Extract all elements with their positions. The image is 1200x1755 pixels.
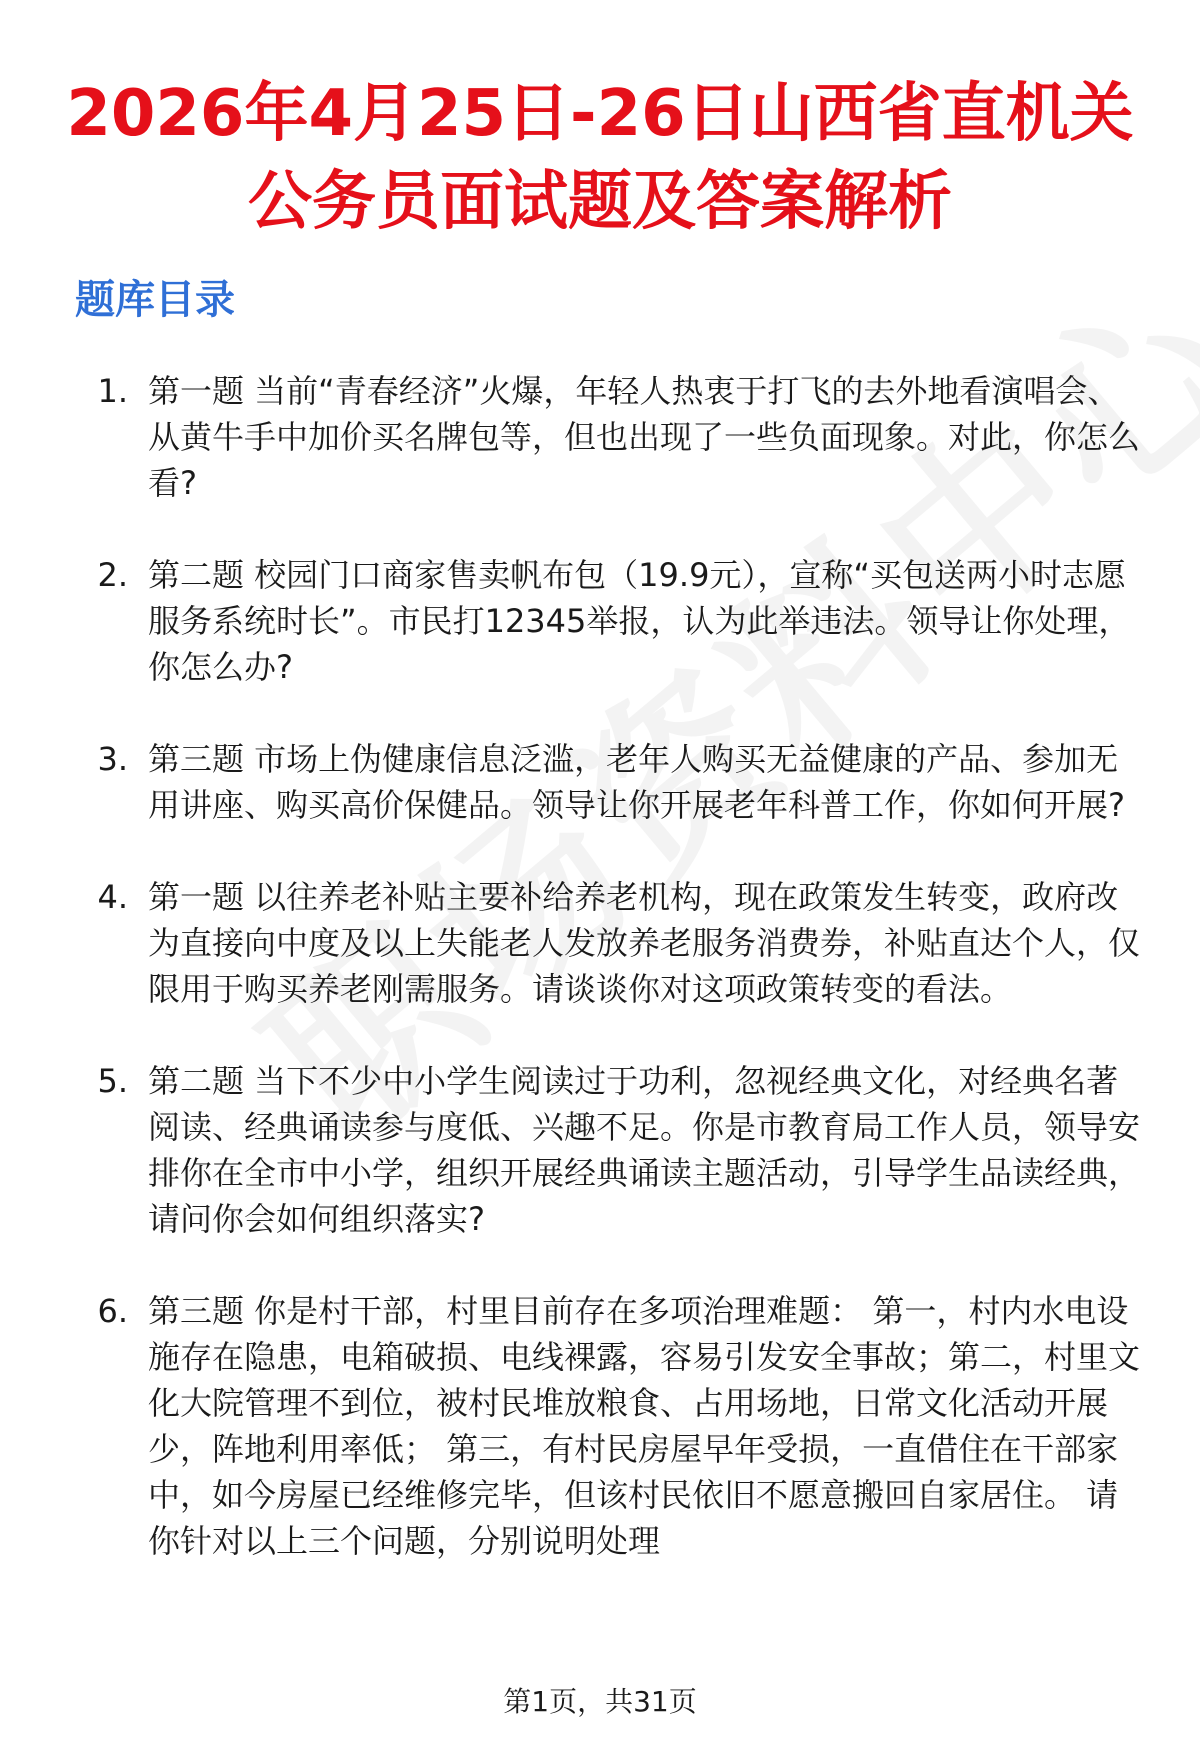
question-item	[60, 1288, 1150, 1564]
question-item	[60, 368, 1150, 506]
question-list	[60, 368, 1150, 1564]
page-footer: 第1页，共31页	[503, 1685, 697, 1718]
toc-heading: 题库目录	[75, 277, 235, 323]
question-text: 第三题 你是村干部，村里目前存在多项治理难题： 第一，村内水电设施存在隐患，电箱破损、电线裸露，容易引发安全事故；第二，村里文化大院管理不到位，被村民堆放粮食、占用场地，日常文化活动开展少，阵地利用率低； 第三，有村民房屋早年受损，一直借住在干部家中，如今房屋已经维修完毕，但该村民依旧不愿意搬回自家居住。 请你针对以上三个问题，分别说明处理	[148, 1292, 1141, 1560]
question-number: 2.	[97, 556, 128, 594]
question-item	[60, 874, 1150, 1012]
question-number: 6.	[97, 1292, 128, 1330]
question-number: 1.	[97, 372, 128, 410]
question-text: 第二题 当下不少中小学生阅读过于功利，忽视经典文化，对经典名著阅读、经典诵读参与度低、兴趣不足。你是市教育局工作人员，领导安排你在全市中小学，组织开展经典诵读主题活动，引导学生品读经典，请问你会如何组织落实?	[148, 1062, 1141, 1238]
question-item	[60, 552, 1150, 690]
question-text: 第三题 市场上伪健康信息泛滥，老年人购买无益健康的产品、参加无用讲座、购买高价保健品。领导让你开展老年科普工作，你如何开展?	[148, 740, 1125, 824]
question-item	[60, 736, 1150, 828]
question-number: 4.	[97, 878, 128, 916]
question-number: 5.	[97, 1062, 128, 1100]
question-text: 第二题 校园门口商家售卖帆布包（19.9元），宣称“买包送两小时志愿服务系统时长”。市民打12345举报，认为此举违法。领导让你处理，你怎么办?	[148, 556, 1131, 686]
question-item	[60, 1058, 1150, 1242]
question-text: 第一题 当前“青春经济”火爆，年轻人热衷于打飞的去外地看演唱会、从黄牛手中加价买名牌包等，但也出现了一些负面现象。对此，你怎么看?	[148, 372, 1141, 502]
document-title: 2026年4月25日-26日山西省直机关公务员面试题及答案解析	[66, 77, 1134, 239]
question-text: 第一题 以往养老补贴主要补给养老机构，现在政策发生转变，政府改为直接向中度及以上失能老人发放养老服务消费券，补贴直达个人，仅限用于购买养老刚需服务。请谈谈你对这项政策转变的看法。	[148, 878, 1141, 1008]
question-number: 3.	[97, 740, 128, 778]
